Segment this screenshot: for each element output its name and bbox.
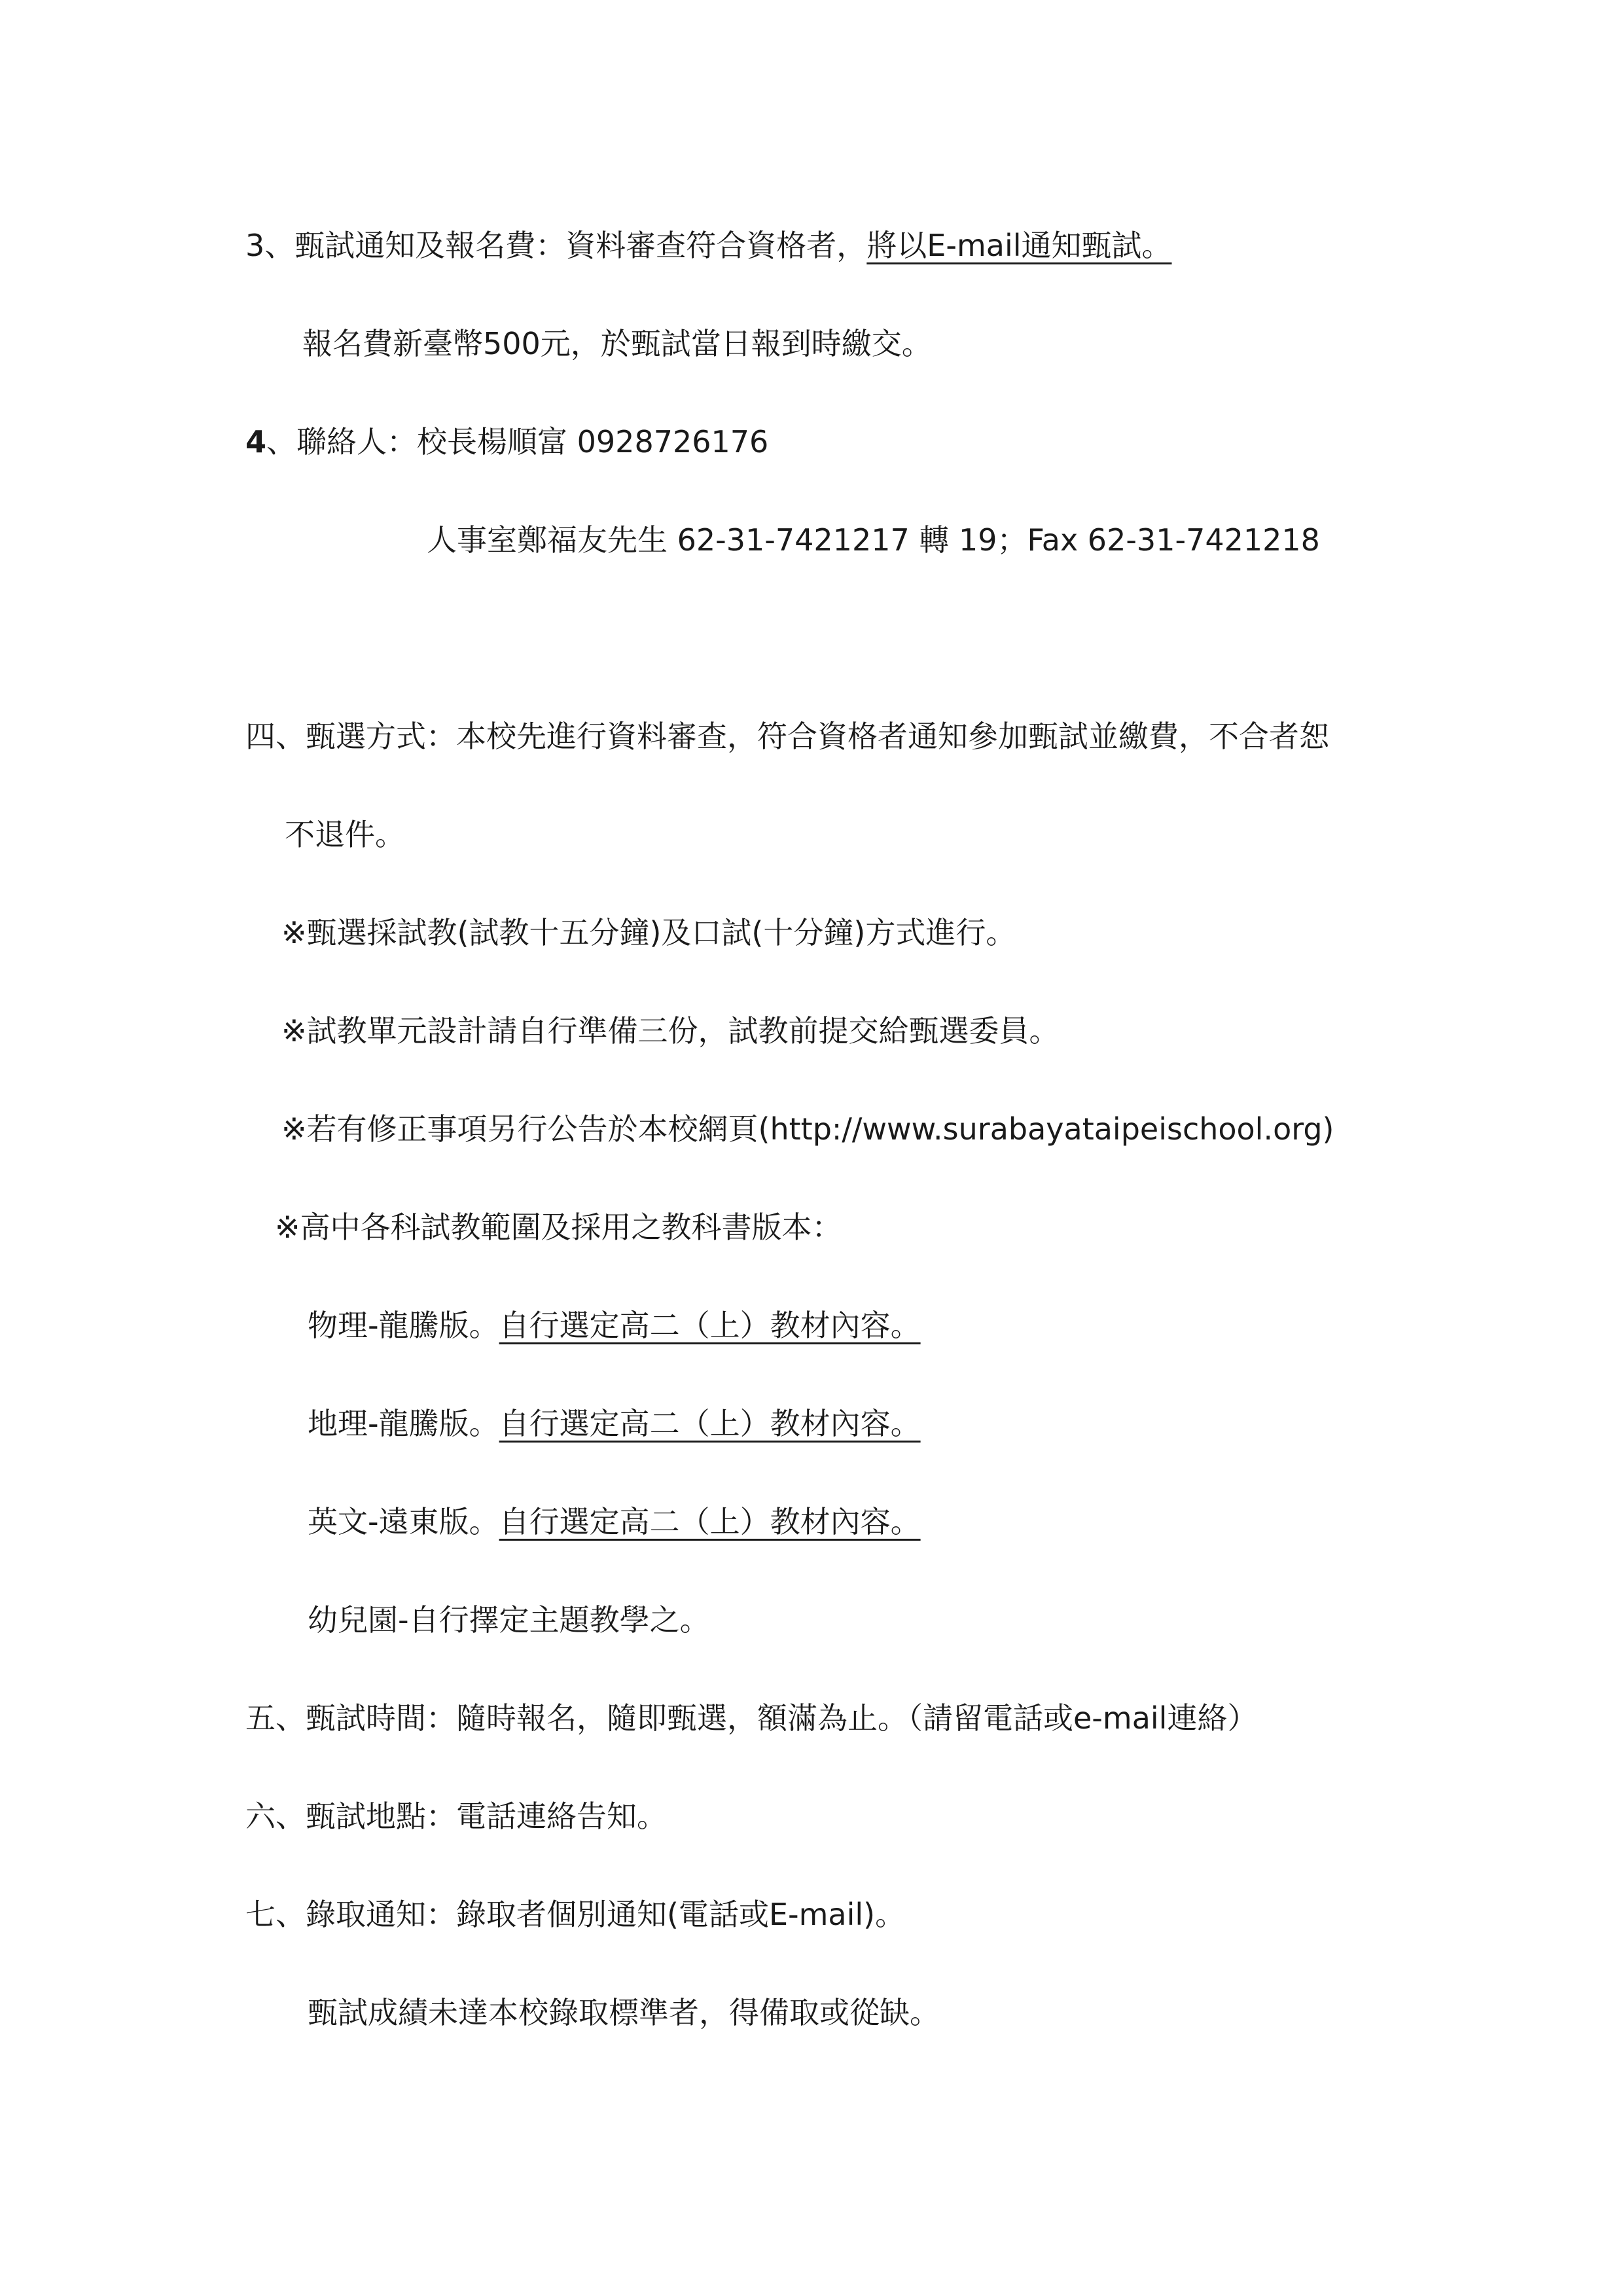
item-3-underlined: 將以E-mail通知甄試。 xyxy=(866,228,1172,263)
subject-english-underlined: 自行選定高二（上）教材內容。 xyxy=(499,1504,921,1539)
note-1: ※甄選採試教(試教十五分鐘)及口試(十分鐘)方式進行。 xyxy=(281,915,1016,950)
subject-geography xyxy=(308,1404,921,1443)
section-7: 七、錄取通知：錄取者個別通知(電話或E-mail)。 xyxy=(245,1897,906,1932)
item-4-text: 、聯絡人：校長楊順富 0928726176 xyxy=(266,424,769,459)
subject-english-prefix: 英文-遠東版。 xyxy=(308,1504,499,1539)
fee-line: 報名費新臺幣500元，於甄試當日報到時繳交。 xyxy=(302,326,932,361)
final-line: 甄試成績未達本校錄取標準者，得備取或從缺。 xyxy=(308,1995,940,2030)
note-2: ※試教單元設計請自行準備三份，試教前提交給甄選委員。 xyxy=(281,1013,1060,1049)
kindergarten-line: 幼兒園-自行擇定主題教學之。 xyxy=(308,1602,710,1638)
section-5: 五、甄試時間：隨時報名，隨即甄選，額滿為止。（請留電話或e-mail連絡） xyxy=(245,1700,1258,1736)
section-4-line-1: 四、甄選方式：本校先進行資料審查，符合資格者通知參加甄試並繳費，不合者恕 xyxy=(245,719,1329,754)
item-3-prefix: 3、甄試通知及報名費：資料審查符合資格者， xyxy=(245,228,867,263)
subject-physics-prefix: 物理-龍騰版。 xyxy=(308,1308,499,1343)
subject-english xyxy=(308,1502,921,1541)
contact-line: 人事室鄭福友先生 62-31-7421217 轉 19；Fax 62-31-7421218 xyxy=(427,522,1320,558)
subject-geography-underlined: 自行選定高二（上）教材內容。 xyxy=(499,1406,921,1441)
subject-geography-prefix: 地理-龍騰版。 xyxy=(308,1406,499,1441)
subject-physics-underlined: 自行選定高二（上）教材內容。 xyxy=(499,1308,921,1343)
subject-physics xyxy=(308,1306,921,1345)
section-6: 六、甄試地點：電話連絡告知。 xyxy=(245,1799,667,1834)
item-4-contact xyxy=(245,422,768,461)
note-4: ※高中各科試教範圍及採用之教科書版本： xyxy=(275,1210,842,1245)
item-3-notification xyxy=(245,226,1172,265)
note-3: ※若有修正事項另行公告於本校網頁(http://www.surabayataipeischool.org) xyxy=(281,1111,1334,1147)
item-4-number: 4 xyxy=(245,424,267,459)
section-4-line-2: 不退件。 xyxy=(285,817,405,852)
